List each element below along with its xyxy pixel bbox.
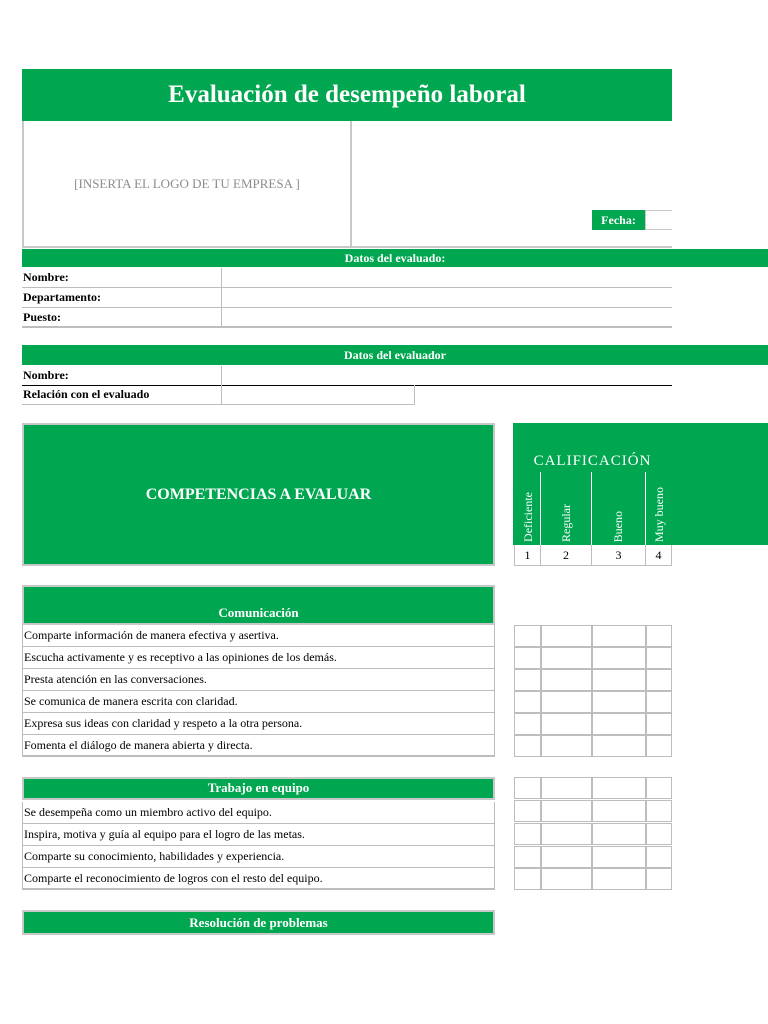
- rating-cell[interactable]: [541, 777, 592, 799]
- rating-cell[interactable]: [592, 647, 646, 669]
- evaluado-puesto-field[interactable]: [222, 308, 672, 326]
- rating-num-4: 4: [646, 545, 672, 566]
- rating-cell[interactable]: [541, 846, 592, 868]
- evaluador-row-nombre: [22, 366, 672, 386]
- rating-head-deficiente: [516, 472, 541, 545]
- evaluado-header: Datos del evaluado:: [22, 249, 768, 267]
- rating-cell[interactable]: [592, 625, 646, 647]
- rating-cell[interactable]: [592, 800, 646, 822]
- rating-cell[interactable]: [592, 669, 646, 691]
- list-item: Comparte su conocimiento, habilidades y experiencia.: [22, 846, 495, 868]
- rating-num-2: 2: [541, 545, 592, 566]
- rating-cell[interactable]: [514, 777, 541, 799]
- list-item: Comparte información de manera efectiva y asertiva.: [22, 625, 495, 647]
- rating-cell[interactable]: [541, 691, 592, 713]
- rating-cell[interactable]: [592, 846, 646, 868]
- rating-cell[interactable]: [646, 647, 672, 669]
- rating-head-muy-bueno: [646, 472, 672, 545]
- rating-cell[interactable]: [514, 691, 541, 713]
- page-title: Evaluación de desempeño laboral: [22, 69, 672, 121]
- evaluador-nombre-field[interactable]: [222, 366, 672, 385]
- rating-cell[interactable]: [646, 691, 672, 713]
- rating-label-regular: Regular: [558, 504, 573, 542]
- rating-cell[interactable]: [514, 647, 541, 669]
- competencias-header: COMPETENCIAS A EVALUAR: [22, 423, 495, 566]
- rating-cell[interactable]: [541, 823, 592, 845]
- rating-head-bueno: [592, 472, 646, 545]
- rating-cell[interactable]: [646, 823, 672, 845]
- evaluador-header: Datos del evaluador: [22, 345, 768, 365]
- rating-cell[interactable]: [514, 823, 541, 845]
- rating-cell[interactable]: [514, 868, 541, 890]
- fecha-field[interactable]: [645, 210, 672, 230]
- rating-cell[interactable]: [541, 868, 592, 890]
- rating-cell[interactable]: [541, 713, 592, 735]
- list-item: Escucha activamente y es receptivo a las opiniones de los demás.: [22, 647, 495, 669]
- rating-cell[interactable]: [592, 777, 646, 799]
- rating-cell[interactable]: [514, 625, 541, 647]
- list-item: Inspira, motiva y guía al equipo para el logro de las metas.: [22, 824, 495, 846]
- logo-placeholder[interactable]: [INSERTA EL LOGO DE TU EMPRESA ]: [22, 121, 352, 248]
- rating-cell[interactable]: [541, 647, 592, 669]
- rating-cell[interactable]: [514, 713, 541, 735]
- rating-cell[interactable]: [541, 669, 592, 691]
- evaluado-departamento-field[interactable]: [222, 288, 672, 307]
- evaluador-nombre-label: Nombre:: [22, 366, 222, 385]
- evaluado-nombre-label: Nombre:: [22, 268, 222, 287]
- rating-num-3: 3: [592, 545, 646, 566]
- rating-cell[interactable]: [514, 800, 541, 822]
- rating-cell[interactable]: [541, 735, 592, 757]
- rating-cell[interactable]: [646, 777, 672, 799]
- evaluador-relacion-label: Relación con el evaluado: [22, 385, 222, 404]
- rating-cell[interactable]: [592, 735, 646, 757]
- rating-label-bueno: Bueno: [611, 510, 625, 542]
- rating-cell[interactable]: [514, 846, 541, 868]
- evaluado-puesto-label: Puesto:: [22, 308, 222, 326]
- rating-cell[interactable]: [646, 625, 672, 647]
- rating-cell[interactable]: [592, 868, 646, 890]
- rating-cell[interactable]: [646, 800, 672, 822]
- category-header-comunicacion: Comunicación: [22, 585, 495, 625]
- rating-cell[interactable]: [592, 823, 646, 845]
- list-item: Fomenta el diálogo de manera abierta y directa.: [22, 735, 495, 757]
- evaluado-departamento-label: Departamento:: [22, 288, 222, 307]
- category-header-resolucion-de-problemas: Resolución de problemas: [22, 910, 495, 935]
- list-item: Se comunica de manera escrita con claridad.: [22, 691, 495, 713]
- rating-cell[interactable]: [646, 868, 672, 890]
- rating-cell[interactable]: [646, 846, 672, 868]
- category-header-trabajo-en-equipo: Trabajo en equipo: [22, 777, 495, 800]
- rating-cell[interactable]: [514, 735, 541, 757]
- list-item: Comparte el reconocimiento de logros con el resto del equipo.: [22, 868, 495, 890]
- rating-cell[interactable]: [646, 735, 672, 757]
- evaluado-nombre-field[interactable]: [222, 268, 672, 287]
- evaluado-row-puesto: [22, 308, 672, 328]
- rating-cell[interactable]: [592, 691, 646, 713]
- rating-cell[interactable]: [646, 669, 672, 691]
- rating-label-deficiente: Deficiente: [520, 492, 535, 542]
- rating-cell[interactable]: [592, 713, 646, 735]
- list-item: Se desempeña como un miembro activo del equipo.: [22, 802, 495, 824]
- fecha-label: Fecha:: [592, 210, 645, 230]
- rating-cell[interactable]: [541, 625, 592, 647]
- calificacion-title: CALIFICACIÓN: [533, 452, 652, 469]
- rating-num-1: 1: [514, 545, 541, 566]
- list-item: Expresa sus ideas con claridad y respeto a la otra persona.: [22, 713, 495, 735]
- rating-label-muy-bueno: Muy bueno: [651, 487, 666, 542]
- list-item: Presta atención en las conversaciones.: [22, 669, 495, 691]
- rating-cell[interactable]: [646, 713, 672, 735]
- evaluado-row-nombre: [22, 268, 672, 288]
- rating-head-regular: [541, 472, 592, 545]
- rating-cell[interactable]: [541, 800, 592, 822]
- evaluador-relacion-field[interactable]: [222, 385, 414, 404]
- rating-cell[interactable]: [514, 669, 541, 691]
- evaluador-row-relacion: [22, 385, 415, 405]
- evaluado-row-departamento: [22, 288, 672, 308]
